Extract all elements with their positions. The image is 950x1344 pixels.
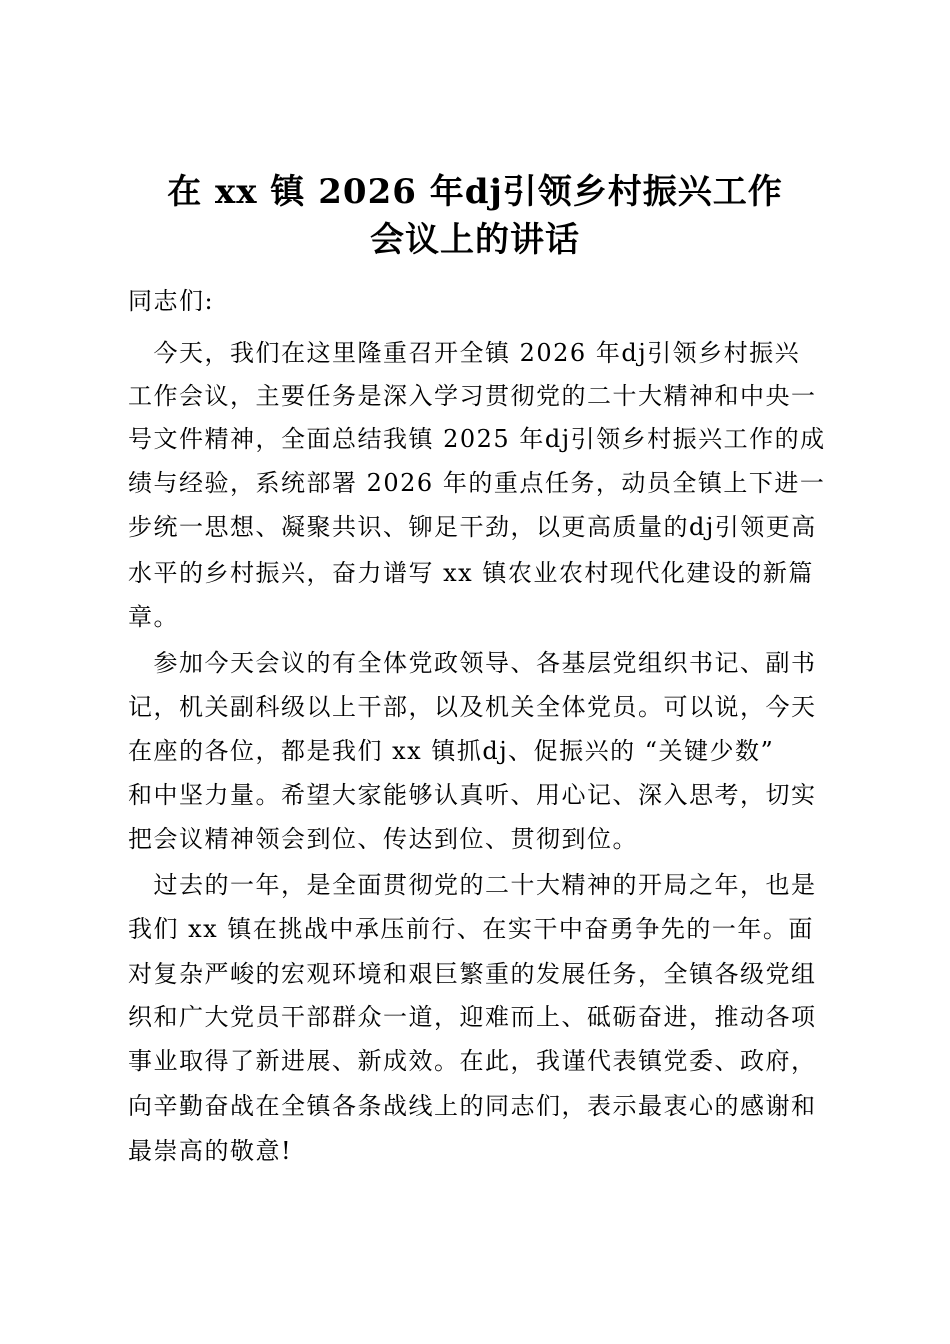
paragraph-3-line: 我们 xx 镇在挑战中承压前行、在实干中奋勇争先的一年。面 [128,915,814,943]
paragraph-1-line: 今天，我们在这里隆重召开全镇 2026 年dj引领乡村振兴 [128,339,801,367]
paragraph-2-line: 在座的各位，都是我们 xx 镇抓dj、促振兴的 “关键少数” [128,737,775,765]
paragraph-1-line: 绩与经验，系统部署 2026 年的重点任务，动员全镇上下进一 [128,469,826,497]
paragraph-1-line: 工作会议，主要任务是深入学习贯彻党的二十大精神和中央一 [128,382,817,410]
paragraph-1-line: 水平的乡村振兴，奋力谱写 xx 镇农业农村现代化建设的新篇 [128,559,814,587]
paragraph-2-line: 和中坚力量。希望大家能够认真听、用心记、深入思考，切实 [128,781,817,809]
title-line-2: 会议上的讲话 [370,220,580,260]
paragraph-3-line: 事业取得了新进展、新成效。在此，我谨代表镇党委、政府， [128,1047,817,1075]
paragraph-1-line: 步统一思想、凝聚共识、铆足干劲，以更高质量的dj引领更高 [128,513,817,541]
salutation: 同志们: [128,287,215,315]
paragraph-3-line: 对复杂严峻的宏观环境和艰巨繁重的发展任务，全镇各级党组 [128,960,817,988]
paragraph-3-line: 织和广大党员干部群众一道，迎难而上、砥砺奋进，推动各项 [128,1003,817,1031]
title-line-1: 在 xx 镇 2026 年dj引领乡村振兴工作 [167,172,783,212]
paragraph-2-line: 参加今天会议的有全体党政领导、各基层党组织书记、副书 [128,649,817,677]
paragraph-1-line: 章。 [128,603,179,631]
paragraph-3-line: 最崇高的敬意! [128,1137,293,1165]
paragraph-1-line: 号文件精神，全面总结我镇 2025 年dj引领乡村振兴工作的成 [128,425,826,453]
paragraph-2-line: 记，机关副科级以上干部，以及机关全体党员。可以说，今天 [128,693,817,721]
paragraph-2-line: 把会议精神领会到位、传达到位、贯彻到位。 [128,825,638,853]
paragraph-3-line: 向辛勤奋战在全镇各条战线上的同志们，表示最衷心的感谢和 [128,1092,817,1120]
paragraph-3-line: 过去的一年，是全面贯彻党的二十大精神的开局之年，也是 [128,871,817,899]
